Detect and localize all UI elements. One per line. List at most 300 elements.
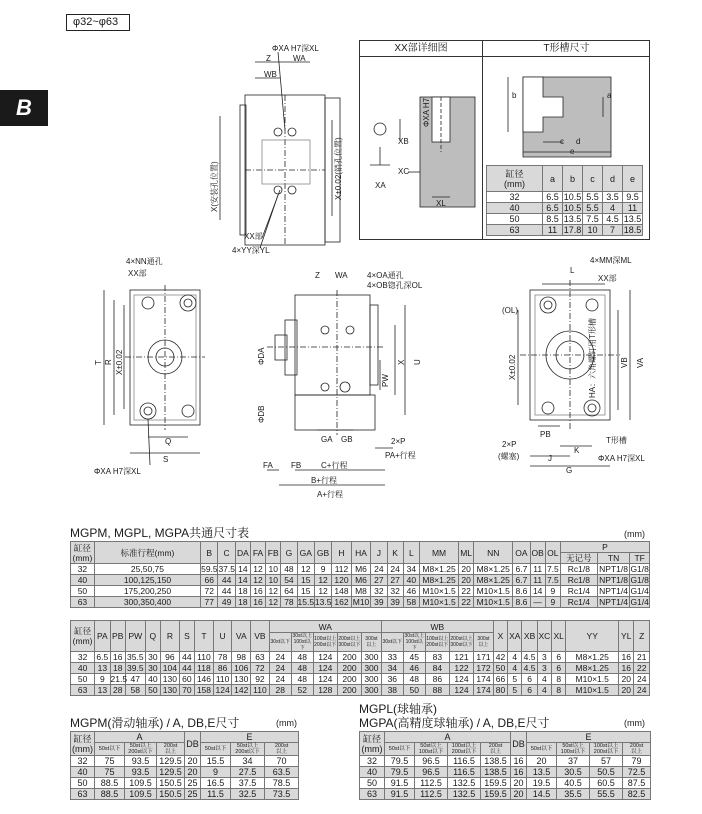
column-header: XA [508,621,522,652]
table-cell: 20 [619,685,634,696]
column-header: YL [619,621,634,652]
table-row [71,652,650,663]
table-cell: 24 [634,685,650,696]
table-cell: 16 [110,652,125,663]
table-cell: 20 [185,756,201,767]
table-cell: 50 [403,685,425,696]
table-cell: 17.8 [563,225,582,235]
table-cell: 39 [387,597,403,608]
column-header-wb: WB [381,621,493,633]
table-cell: 48 [291,674,313,685]
table-cell: 20 [619,674,634,685]
common-table-title: MGPM, MGPL, MGPA共通尺寸表 [70,526,250,540]
table-cell: 9 [545,586,560,597]
label-xx-part-left: XX部 [128,269,147,278]
table-cell: 78 [281,597,297,608]
label-t-slot: T形槽 [606,436,627,445]
column-header: FA [250,542,265,564]
table-cell: Rc1/8 [560,564,597,575]
table-cell: 60.5 [590,778,623,789]
table-cell: 11 [543,225,563,236]
label-plug: (螺塞) [498,452,520,461]
label-z-mid: Z [315,271,320,280]
table-row [487,225,643,236]
column-subheader: 300st 以上 [362,633,382,652]
column-header: MM [420,542,459,564]
table-row [71,586,650,597]
mgpm-dimension-table [70,731,299,800]
table-cell: 24 [269,674,291,685]
table-cell: 4 [603,203,623,214]
table-cell: 72 [251,663,270,674]
table-cell: 171 [474,652,494,663]
table-row [71,756,299,767]
vlabel-x-mid: X [397,359,406,365]
vlabel-da: ΦDA [257,347,266,365]
table-cell: 15 [297,575,314,586]
table-cell: 3.5 [603,192,623,203]
table-cell: 130 [161,674,180,685]
table-cell: 30.5 [557,767,590,778]
table-cell: 25 [185,789,201,800]
table-cell: 116.5 [448,767,481,778]
tslot-table [486,165,643,236]
table-cell: G1/8 [630,564,649,574]
table-cell: 54 [281,575,297,586]
mgpl-table-title-2: MGPA(高精度球轴承) / A, DB,E尺寸 [359,716,550,730]
table-cell: 4 [508,652,522,663]
table-cell: 11.5 [201,789,231,800]
header-a-mgpl: A [385,732,511,743]
table-cell: 24 [269,663,291,674]
table-cell: 50 [360,778,385,789]
column-header: YY [566,621,619,652]
table-cell: 4 [508,663,522,674]
table-cell: 4 [537,674,551,685]
table-cell: 96.5 [415,756,448,767]
column-header: XB [522,621,537,652]
column-header: VA [232,621,251,652]
column-header: NN [474,542,513,564]
column-subheader: 50st以下 [201,743,231,756]
column-header: R [161,621,180,652]
table-row [71,663,650,674]
vlabel-x-right: X±0.02 [508,354,517,380]
table-cell: 75 [95,756,125,767]
common-dimensions-table-2 [70,620,650,696]
table-cell: 91.5 [385,778,415,789]
header-a-mgpm: A [95,732,185,743]
table-cell: 158 [195,685,214,696]
table-cell: 16 [511,756,527,767]
table-cell: 37 [557,756,590,767]
tslot-header-c: c [583,166,603,192]
common-dimensions-table-1 [70,541,650,608]
table-cell: 159.5 [481,789,511,800]
table-cell: 78 [213,652,232,663]
table-cell: 121 [449,652,473,663]
table-cell: 9 [545,597,560,608]
column-subheader: TF [630,553,650,564]
table-cell: 6 [552,652,566,663]
table-cell: 33 [381,652,403,663]
table-cell: 92 [251,674,270,685]
table-cell: 159.5 [481,778,511,789]
table-cell: 5 [508,674,522,685]
table-cell: 60 [179,674,194,685]
table-cell: 87.5 [623,778,651,789]
label-ga: GA [321,435,333,444]
column-subheader: 30st以上 100st以下 [292,633,312,651]
mgpm-table-unit: (mm) [276,718,297,728]
table-cell: 5.5 [583,192,603,203]
column-header: PW [125,621,145,652]
table-cell: 80 [493,685,507,696]
table-cell: 52 [291,685,313,696]
table-cell: 11 [530,575,545,586]
table-cell: 55.5 [590,789,623,800]
label-xa: XA [375,181,386,190]
table-cell: 200 [337,674,361,685]
table-cell: 39 [371,597,387,608]
column-subheader: 50st以上 100st以下 [415,743,448,756]
table-cell: 12 [314,575,331,586]
table-cell: 45 [403,652,425,663]
table-cell: M6 [351,564,371,575]
column-subheader: 200st 以上 [157,743,185,756]
top-view-drawing [200,40,350,260]
table-cell: 300 [362,685,382,696]
column-header: ML [459,542,474,564]
table-cell: 50 [145,685,160,696]
column-subheader: 100st以上 200st以下 [313,633,337,652]
label-fb: FB [291,461,302,470]
table-cell: 16 [250,586,265,597]
table-row [360,756,651,767]
label-oa-through: 4×OA通孔 [367,271,404,280]
table-cell: 7 [603,225,623,236]
column-subheader: 50st以上 200st以下 [125,743,157,756]
table-cell: 48 [291,663,313,674]
table-cell: 63 [71,685,95,696]
table-cell: M10×1.5 [474,597,513,608]
table-cell: 20 [459,575,474,586]
section-tab: B [0,90,48,126]
table-cell: 6.5 [543,192,563,203]
column-subheader: 50st以下 [385,743,415,756]
table-cell: 15 [297,586,314,597]
header-bore-mgpm: 缸径 (mm) [72,733,93,754]
label-pa-stroke: PA+行程 [385,451,416,460]
table-cell: 13.5 [314,597,332,607]
table-cell: 112.5 [415,789,448,800]
column-subheader: 200st以上 300st以下 [337,633,361,652]
table-cell: M8×1.25 [566,663,619,674]
header-e-mgpm: E [201,732,299,743]
table-cell: 138.5 [481,767,511,778]
table-cell: 9 [95,674,110,685]
table-cell: 40 [360,767,385,778]
table-cell: 40 [71,575,95,586]
label-xl: XL [436,199,446,208]
table-row [487,214,643,225]
table-cell: 6 [552,663,566,674]
column-subheader: 100st以上 200st以下 [448,743,481,756]
table-cell: 6.5 [543,203,563,214]
table-cell: Rc1/8 [560,575,597,586]
column-subheader: 30st以下 [269,633,291,652]
table-cell: M8×1.25 [420,564,459,575]
table-cell: 132.5 [448,789,481,800]
xx-detail-title: XX部详细图 [394,43,448,54]
table-cell: 13 [95,663,110,674]
label-j: J [548,454,552,463]
table-cell: 50 [71,778,95,789]
table-cell: 6.7 [513,564,530,575]
header-bore-2: 缸径 (mm) [71,621,95,652]
label-wa-mid: WA [335,271,348,280]
table-cell: 63 [360,789,385,800]
table-cell: 24 [387,564,403,575]
table-row [487,192,643,203]
label-c: c [560,137,564,146]
table-cell: G1/4 [630,597,649,607]
tslot-header-a: a [543,166,563,192]
table-cell: 14 [530,586,545,597]
table-cell: 120 [332,575,352,586]
table-cell: 4.5 [603,214,623,225]
table-cell: 109.5 [125,789,157,800]
table-cell: 129.5 [157,756,185,767]
table-cell: 35.5 [127,652,144,662]
table-cell: 59.5 [201,564,218,574]
vlabel-db: ΦDB [257,405,266,423]
table-cell: 49 [218,597,235,608]
column-subheader: 30st以上 100st以下 [404,633,424,651]
table-cell: 21 [634,652,650,663]
xx-detail-svg [360,57,482,240]
vlabel-ha: HA：六角螺钉用T形槽 [588,318,597,398]
table-cell: 37.5 [231,778,265,789]
table-cell: 106 [232,663,251,674]
table-cell: 13 [95,685,110,696]
table-cell: 10 [266,575,281,586]
table-cell: 25,50,75 [94,564,200,575]
table-cell: 138.5 [481,756,511,767]
column-header-wa: WA [269,621,381,633]
table-cell: 109.5 [125,778,157,789]
label-b: b [512,91,517,100]
table-cell: 124 [213,685,232,696]
table-cell: 34 [231,756,265,767]
table-cell: M8×1.25 [566,652,619,663]
label-xc: XC [398,167,410,176]
label-xa-depth-right: ΦXA H7深XL [598,454,645,463]
column-subheader: 50st以下 [95,743,125,756]
table-cell: 14 [235,575,250,586]
table-cell: 18.5 [623,225,642,235]
table-cell: 16 [619,663,634,674]
table-cell: M8×1.25 [474,575,513,586]
vlabel-x-pin: X±0.02(销孔位置) [334,137,343,200]
table-cell: 83 [425,652,449,663]
table-cell: 40 [145,674,160,685]
column-header: L [403,542,419,564]
vlabel-t: T [94,360,103,365]
right-view-drawing [480,250,660,480]
table-cell: 118 [195,663,214,674]
column-subheader: 200st以上 300st以下 [449,633,473,652]
mgpl-dimension-table [359,731,651,800]
table-cell: 84 [425,663,449,674]
tslot-header-bore: 缸径 (mm) [487,166,543,192]
table-cell: 98 [232,652,251,663]
table-cell: 104 [161,663,180,674]
mgpl-table-title-1: MGPL(球轴承) [359,702,438,716]
vlabel-xa-h7: ΦXA H7 [422,97,431,127]
label-a-stroke: A+行程 [317,490,344,499]
table-cell: 18 [235,597,250,608]
column-subheader: 200st 以上 [265,743,299,756]
table-row [71,564,650,575]
label-wb: WB [264,70,277,79]
table-cell: 9.5 [623,192,643,203]
tslot-header-b: b [563,166,583,192]
vlabel-va: VA [636,357,645,368]
table-cell: 110 [213,674,232,685]
table-cell: 8 [552,674,566,685]
table-cell: 18 [235,586,250,597]
label-ol: (OL) [502,306,518,315]
table-cell: 162 [332,597,352,608]
label-c-stroke: C+行程 [321,461,348,470]
table-cell: 6.7 [513,575,530,586]
table-cell: 16 [511,767,527,778]
table-cell: 86 [425,674,449,685]
column-header-p: P [560,542,649,553]
table-cell: 63 [71,789,95,800]
table-cell: 116.5 [448,756,481,767]
column-header: XL [552,621,566,652]
table-cell: 200 [337,652,361,663]
table-cell: 124 [313,663,337,674]
table-cell: 11 [623,203,643,214]
table-cell: 12 [297,564,314,575]
table-cell: 200 [337,685,361,696]
table-cell: 32 [360,756,385,767]
table-cell: 6 [522,685,537,696]
label-xx-part: XX部 [244,232,263,241]
column-subheader: 30st以下 [381,633,403,652]
table-cell: 146 [195,674,214,685]
table-row [71,685,650,696]
table-cell: 47 [125,674,145,685]
table-cell: 58 [125,685,145,696]
table-cell: 86 [213,663,232,674]
table-cell: 124 [313,652,337,663]
table-cell: 66 [493,674,507,685]
table-cell: M10×1.5 [420,586,459,597]
column-header: HA [351,542,371,564]
column-header: DA [235,542,250,564]
table-cell: 79.5 [385,767,415,778]
table-cell: M8×1.25 [420,575,459,586]
table-cell: 6.5 [96,652,109,662]
column-header: GA [297,542,314,564]
column-subheader: 200st 以上 [623,743,651,756]
vlabel-u: U [413,359,422,365]
table-cell: 50 [493,663,507,674]
table-cell: 46 [403,586,419,597]
table-cell: 27.5 [231,767,265,778]
table-cell: 15.5 [297,597,315,607]
table-cell: G1/4 [630,586,649,596]
table-cell: 64 [281,586,297,597]
table-cell: 40 [71,767,95,778]
table-cell: 8.5 [543,214,563,225]
table-cell: 25 [185,778,201,789]
table-cell: 16.5 [201,778,231,789]
table-cell: 40 [71,663,95,674]
table-row [71,789,299,800]
column-header: K [387,542,403,564]
label-mm-depth: 4×MM深ML [590,256,632,265]
table-cell: 48 [281,564,297,575]
table-row [71,597,650,608]
table-cell: 174 [474,685,494,696]
table-cell: 128 [313,685,337,696]
table-row [487,203,643,214]
table-cell: 124 [313,674,337,685]
table-cell: 15.5 [201,756,231,767]
table-cell: 44 [179,652,194,663]
label-e: e [570,147,575,156]
table-cell: 30 [145,652,160,663]
table-cell: 79.5 [385,756,415,767]
table-cell: 175,200,250 [94,586,200,597]
table-cell: 16 [250,597,265,608]
table-cell: 88.5 [95,778,125,789]
table-cell: 10.5 [563,203,582,213]
table-cell: 13.5 [563,214,582,224]
label-q: Q [165,437,172,446]
column-header: VB [251,621,270,652]
table-cell: 12 [314,586,331,597]
tslot-header-d: d [603,166,623,192]
mgpm-table-title: MGPM(滑动轴承) / A, DB,E尺寸 [70,716,240,730]
table-cell: 12 [266,586,281,597]
table-cell: 20 [459,564,474,575]
label-gb: GB [341,435,353,444]
label-pb: PB [540,430,551,439]
table-cell: 7.5 [546,564,559,574]
tslot-svg [483,57,651,167]
table-cell: NPT1/8 [599,575,628,585]
table-cell: 20 [511,778,527,789]
table-cell: 27 [371,575,387,586]
table-cell: 50 [71,586,95,597]
table-cell: 32 [71,756,95,767]
label-xb: XB [398,137,409,146]
common-table-unit: (mm) [624,529,645,539]
tslot-title: T形槽尺寸 [543,43,590,54]
table-cell: 13.5 [527,767,557,778]
table-cell: 44 [218,575,235,586]
table-cell: 38 [381,685,403,696]
table-cell: 40.5 [557,778,590,789]
table-cell: M10 [352,597,370,607]
table-cell: 40 [403,575,419,586]
